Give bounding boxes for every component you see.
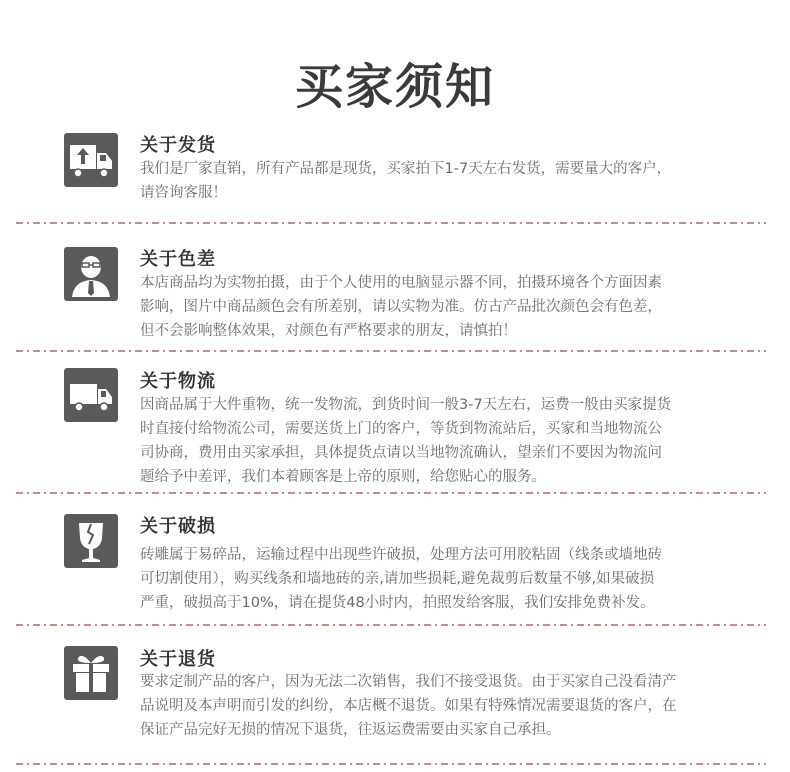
- body-line: 可切割使用），购买线条和墙地砖的亲,请加些损耗,避免裁剪后数量不够,如果破损: [140, 571, 655, 587]
- body-line: 题给予中差评，我们本着顾客是上帝的原则，给您贴心的服务。: [140, 469, 546, 485]
- separator: [16, 222, 766, 223]
- body-line: 保证产品完好无损的情况下退货，往返运费需要由买家自己承担。: [140, 722, 561, 738]
- body-line: 砖雕属于易碎品，运输过程中出现些许破损，处理方法可用胶粘固（线条或墙地砖: [140, 547, 662, 563]
- separator: [16, 763, 766, 764]
- section-body: [140, 393, 740, 489]
- body-line: 因商品属于大件重物，统一发物流，到货时间一般3-7天左右，运费一般由买家提货: [140, 397, 672, 413]
- section-body: [140, 157, 740, 205]
- truck-upload-icon: [64, 133, 118, 187]
- broken-glass-icon: [64, 514, 118, 568]
- body-line: 品说明及本声明而引发的纠纷，本店概不退货。如果有特殊情况需要退货的客户，在: [140, 698, 677, 714]
- delivery-truck-icon: [64, 368, 118, 422]
- section-heading: 关于发货: [140, 135, 216, 156]
- section-heading: 关于物流: [140, 371, 216, 392]
- separator: [16, 492, 766, 493]
- body-line: 但不会影响整体效果，对颜色有严格要求的朋友，请慎拍！: [140, 323, 517, 339]
- body-line: 司协商，费用由买家承担，具体提货点请以当地物流确认，望亲们不要因为物流问: [140, 445, 662, 461]
- section-body: [140, 271, 740, 343]
- section-heading: 关于色差: [140, 249, 216, 270]
- body-line: 请咨询客服！: [140, 185, 227, 201]
- section-body: [140, 543, 740, 615]
- body-line: 要求定制产品的客户，因为无法二次销售，我们不接受退货。由于买家自己没看清产: [140, 674, 677, 690]
- gift-box-icon: [64, 646, 118, 700]
- page-title: 买家须知: [294, 59, 495, 115]
- body-line: 严重，破损高于10%，请在提货48小时内，拍照发给客服，我们安排免费补发。: [140, 595, 655, 611]
- person-with-glasses-icon: [64, 247, 118, 301]
- section-heading: 关于退货: [140, 649, 216, 670]
- separator: [16, 350, 766, 351]
- section-body: [140, 670, 740, 742]
- body-line: 影响，图片中商品颜色会有所差别，请以实物为准。仿古产品批次颜色会有色差，: [140, 299, 662, 315]
- body-line: 本店商品均为实物拍摄，由于个人使用的电脑显示器不同，拍摄环境各个方面因素: [140, 275, 662, 291]
- separator: [16, 624, 766, 625]
- body-line: 时直接付给物流公司，需要送货上门的客户，等货到物流站后，买家和当地物流公: [140, 421, 662, 437]
- section-heading: 关于破损: [140, 516, 216, 537]
- body-line: 我们是厂家直销，所有产品都是现货，买家拍下1-7天左右发货，需要量大的客户，: [140, 161, 672, 177]
